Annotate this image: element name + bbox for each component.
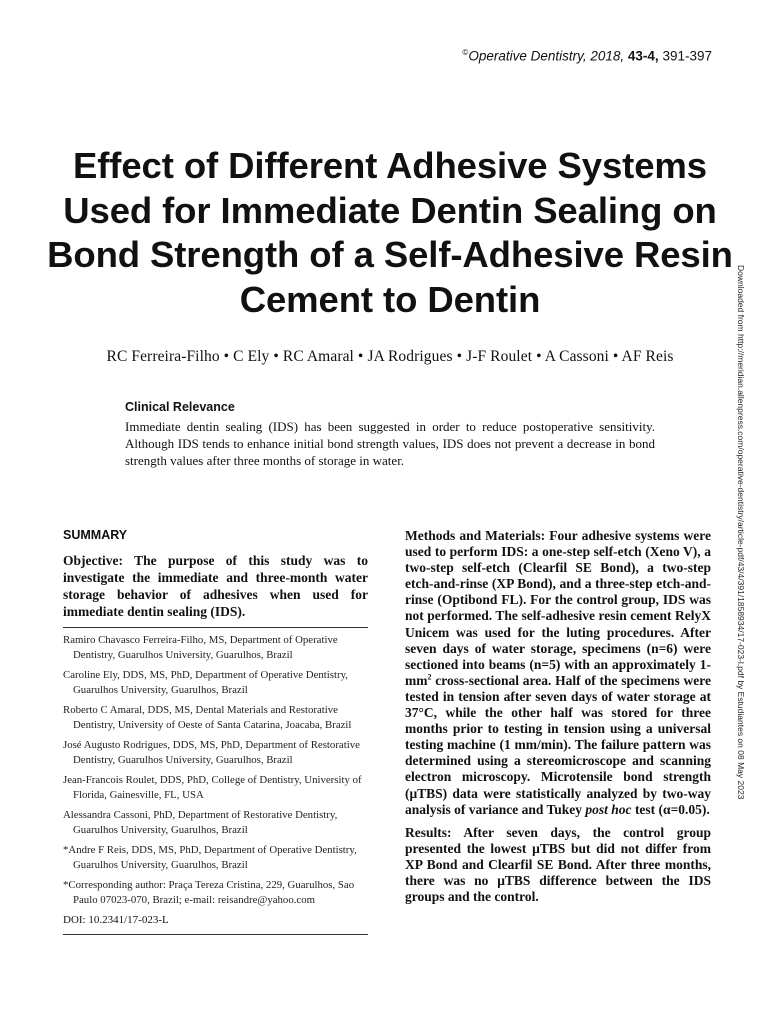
- doi: DOI: 10.2341/17-023-L: [63, 913, 368, 935]
- affiliation-item: Alessandra Cassoni, PhD, Department of Restorative Dentistry, Guarulhos University, Guarulhos, Brazil: [63, 809, 338, 836]
- results-paragraph: Results: After seven days, the control group presented the lowest μTBS but did not differ from XP Bond and Clearfil SE Bond. After three months, there was no μTBS difference between the IDS groups and the control.: [405, 824, 711, 905]
- journal-citation: [462, 48, 712, 64]
- summary-heading: SUMMARY: [63, 528, 128, 542]
- journal-pages: 391-397: [662, 48, 712, 64]
- summary-objective: Objective: The purpose of this study was to investigate the immediate and three-month water storage behavior of adhesives when used for immediate dentin sealing (IDS).: [63, 552, 368, 628]
- download-side-note-text: Downloaded from http://meridian.allenpress.com/operative-dentistry/article-pdf/43/4/391/1858934/17-023-l.pdf by Estudiantes on 08 May 2023: [736, 265, 746, 800]
- article-title: Effect of Different Adhesive Systems Used for Immediate Dentin Sealing on Bond Strength of a Self-Adhesive Resin Cement to Dentin: [47, 145, 733, 320]
- affiliation-item: Caroline Ely, DDS, MS, PhD, Department of Operative Dentistry, Guarulhos University, Guarulhos, Brazil: [63, 669, 348, 696]
- methods-text-1: Methods and Materials: Four adhesive systems were used to perform IDS: a one-step self-etch (Xeno V), a two-step self-etch (Clearfil SE Bond), a two-step etch-and-rinse (XP Bond), and a three-step etch-and-rinse (Optibond FL). For the control group, IDS was not performed. The self-adhesive resin cement RelyX Unicem was used for the luting procedures. After seven days of water storage, specimens (n=6) were sectioned into beams (n=5) with an approximately 1-mm: [405, 528, 711, 688]
- methods-text-2: cross-sectional area. Half of the specimens were tested in tension after seven days of water storage at 37°C, while the other half was stored for three months prior to testing in tension using a universal testing machine (1 mm/min). The failure pattern was determined using a stereomicroscope and scanning electron microscopy. Microtensile bond strength (μTBS) data were statistically analyzed by two-way analysis of variance and Tukey: [405, 672, 711, 817]
- affiliation-item: Jean-Francois Roulet, DDS, PhD, College of Dentistry, University of Florida, Gainesville, FL, USA: [63, 774, 362, 801]
- clinical-relevance-heading: Clinical Relevance: [125, 400, 235, 414]
- methods-text-3: test (α=0.05).: [631, 801, 710, 817]
- corresponding-author: *Corresponding author: Praça Tereza Cristina, 229, Guarulhos, Sao Paulo 07023-070, Brazil; e-mail: reisandre@yahoo.com: [63, 879, 355, 906]
- author-list: RC Ferreira-Filho • C Ely • RC Amaral • JA Rodrigues • J-F Roulet • A Cassoni • AF Reis: [106, 348, 674, 365]
- download-side-note: [734, 265, 748, 800]
- copyright-mark: ©: [462, 48, 469, 57]
- affiliation-item: *Andre F Reis, DDS, MS, PhD, Department of Operative Dentistry, Guarulhos University, Guarulhos, Brazil: [63, 844, 357, 871]
- right-column: [405, 528, 711, 912]
- affiliation-item: Ramiro Chavasco Ferreira-Filho, MS, Department of Operative Dentistry, Guarulhos University, Guarulhos, Brazil: [63, 634, 338, 661]
- affiliation-item: Roberto C Amaral, DDS, MS, Dental Materials and Restorative Dentistry, University of Oeste of Santa Catarina, Joacaba, Brazil: [63, 704, 352, 731]
- methods-italic: post hoc: [585, 801, 632, 817]
- journal-name: Operative Dentistry, 2018,: [468, 48, 625, 64]
- methods-paragraph: [405, 528, 711, 818]
- left-column: [63, 528, 368, 935]
- methods-superscript: 2: [427, 672, 432, 682]
- affiliation-item: José Augusto Rodrigues, DDS, MS, PhD, Department of Restorative Dentistry, Guarulhos University, Guarulhos, Brazil: [63, 739, 360, 766]
- clinical-relevance-text: Immediate dentin sealing (IDS) has been suggested in order to reduce postoperative sensitivity. Although IDS tends to enhance initial bond strength values, IDS does not prevent a decrease in bond strength values after three months of storage in water.: [125, 419, 655, 468]
- journal-volume: 43-4,: [627, 48, 659, 64]
